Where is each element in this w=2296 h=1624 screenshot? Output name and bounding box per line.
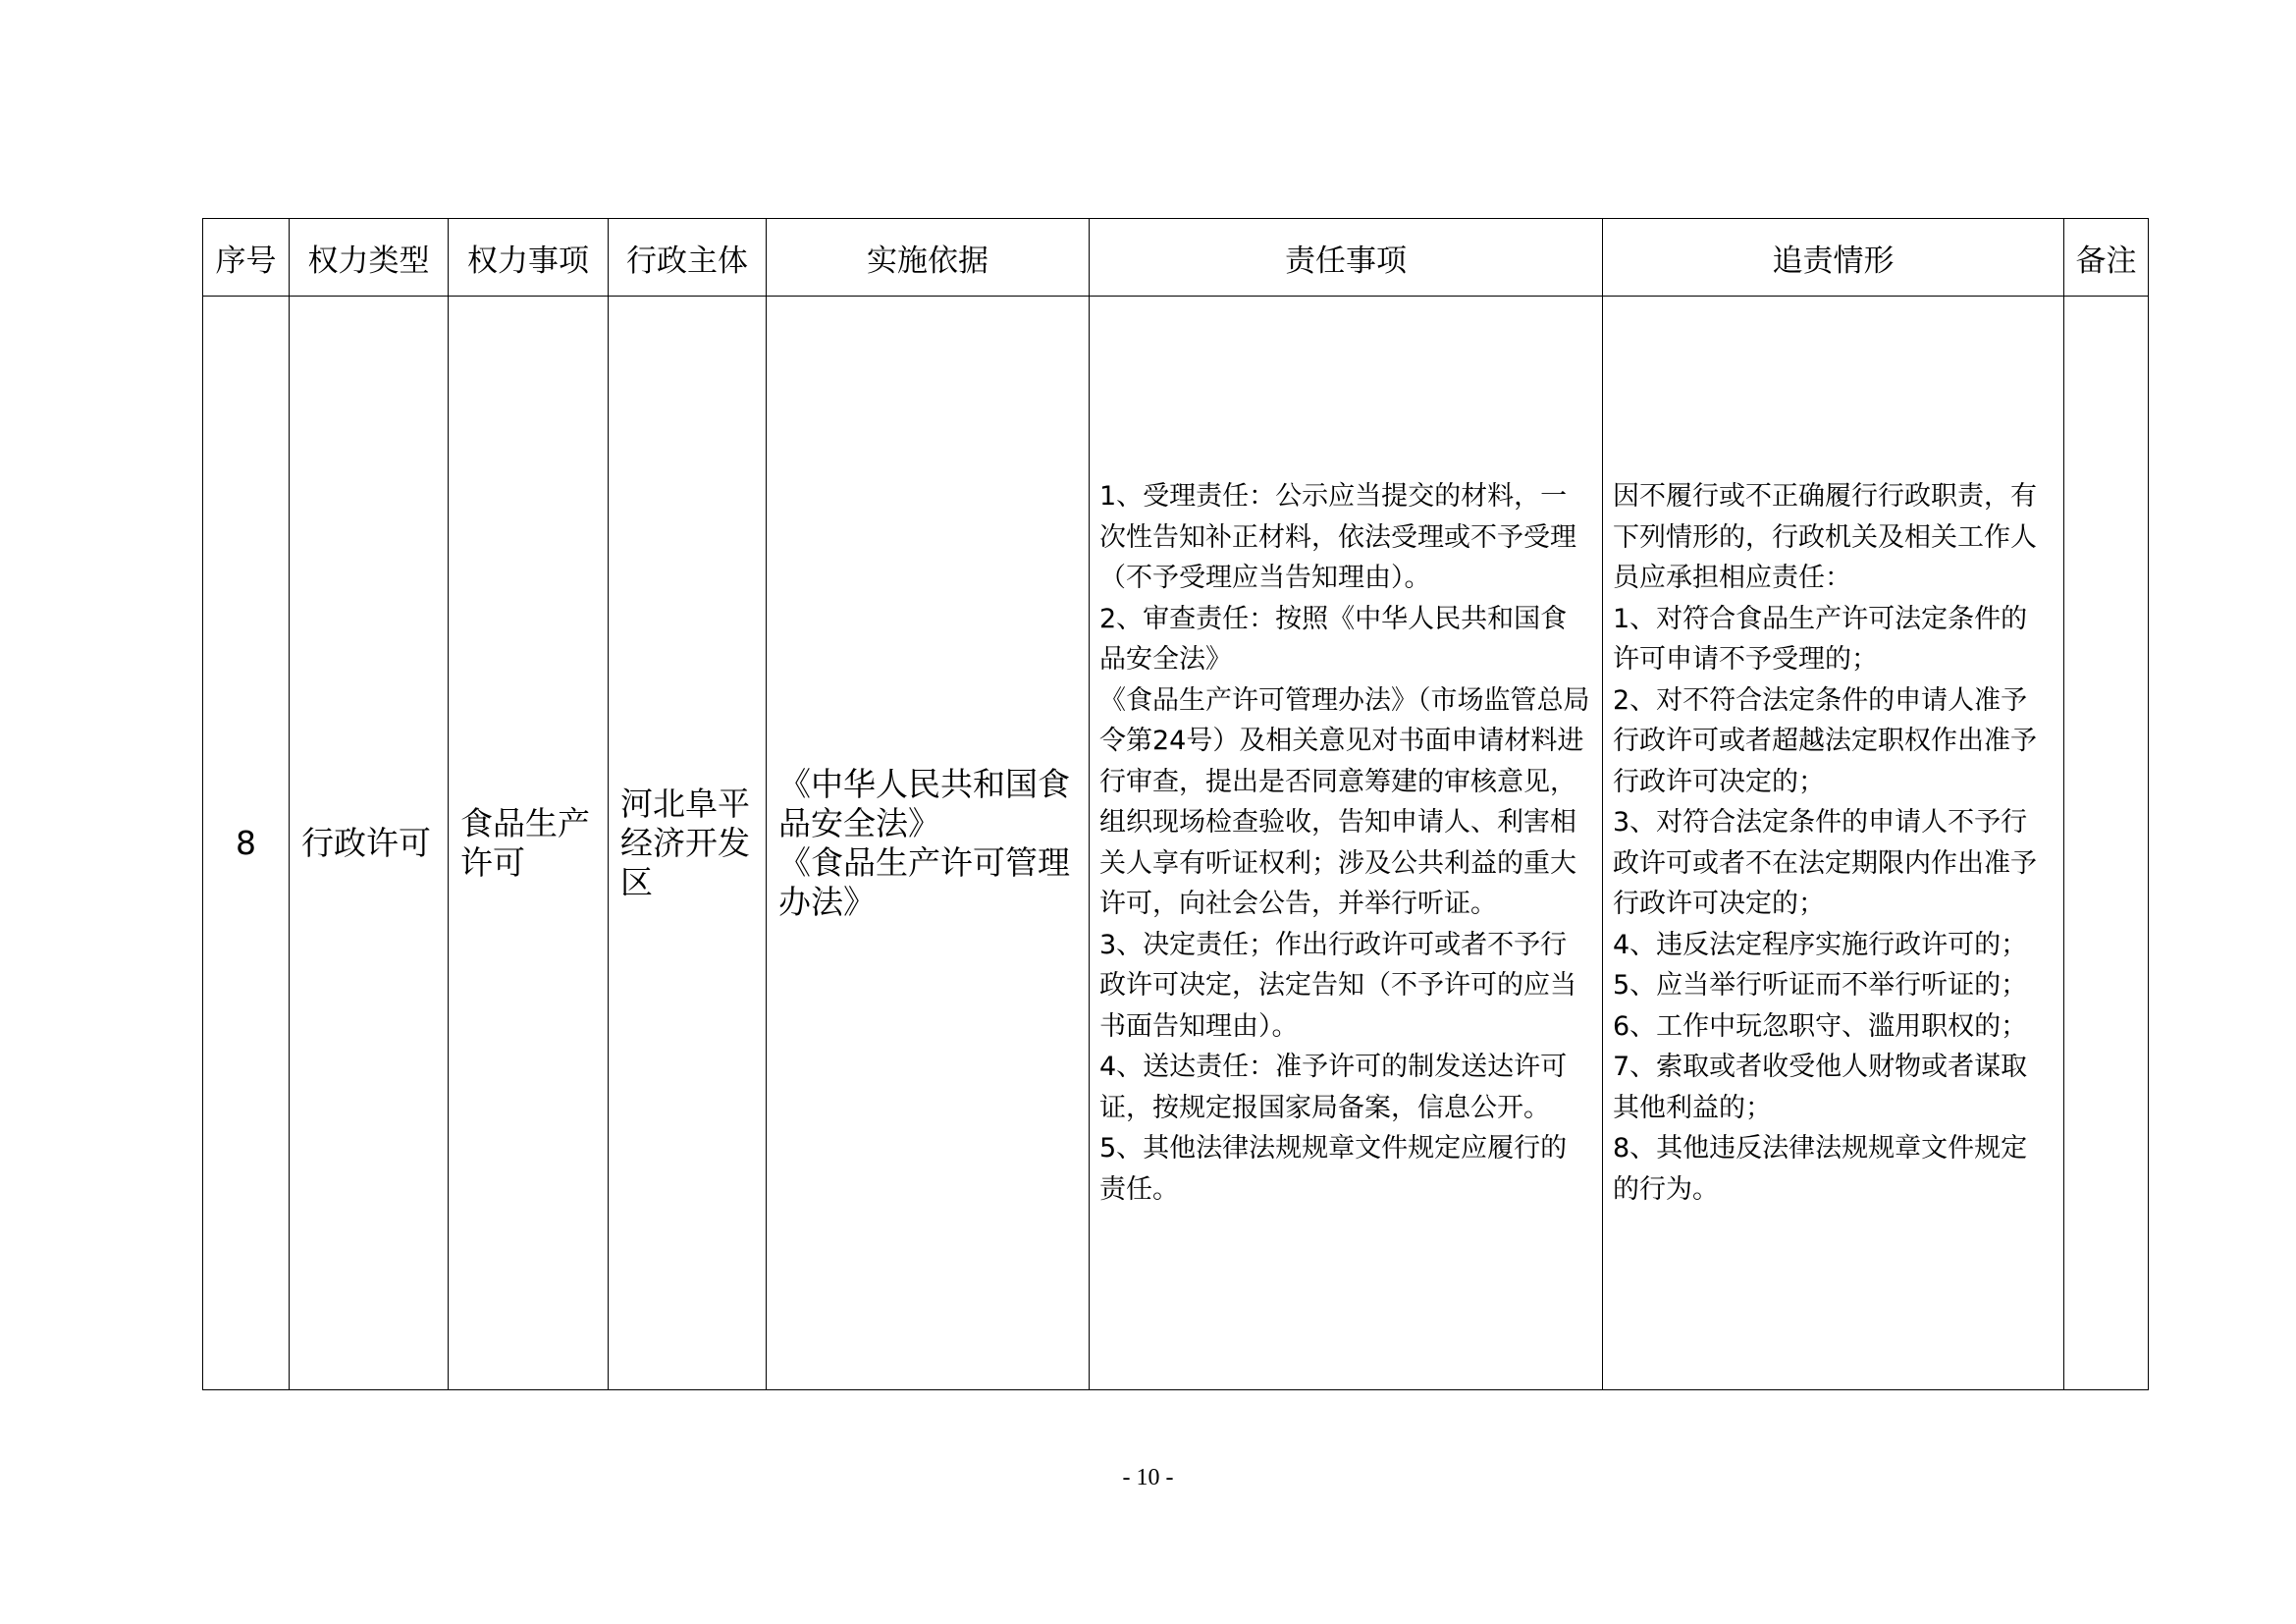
accountability-item: 3、对符合法定条件的申请人不予行政许可或者不在法定期限内作出准予行政许可决定的； [1613, 807, 2037, 919]
responsibility-item: 《食品生产许可管理办法》（市场监管总局令第24号）及相关意见对书面申请材料进行审查，提出是否同意筹建的审核意见，组织现场检查验收，告知申请人、利害相关人享有听证权利；涉及公共利益的重大许可，向社会公告，并举行听证。 [1099, 684, 1590, 919]
table-header-row [203, 219, 2149, 297]
table-row [203, 297, 2149, 1390]
cell-accountability [1603, 297, 2064, 1390]
cell-remarks [2064, 297, 2149, 1390]
accountability-item: 1、对符合食品生产许可法定条件的许可申请不予受理的； [1613, 603, 2028, 675]
responsibility-item: 2、审查责任：按照《中华人民共和国食品安全法》 [1099, 603, 1568, 675]
cell-seq: 8 [203, 297, 290, 1390]
basis-line: 《中华人民共和国食品安全法》 [778, 764, 1070, 842]
cell-power-type: 行政许可 [290, 297, 449, 1390]
header-accountability: 追责情形 [1603, 219, 2064, 297]
accountability-item: 8、其他违反法律法规规章文件规定的行为。 [1613, 1133, 2028, 1205]
responsibility-item: 1、受理责任：公示应当提交的材料，一次性告知补正材料，依法受理或不予受理（不予受理应当告知理由）。 [1099, 481, 1576, 593]
header-power-item: 权力事项 [449, 219, 609, 297]
basis-line: 《食品生产许可管理办法》 [778, 842, 1070, 921]
page-number: - 10 - [1122, 1465, 1174, 1490]
accountability-item: 5、应当举行听证而不举行听证的； [1613, 970, 2028, 1001]
cell-responsibility [1090, 297, 1603, 1390]
accountability-item: 6、工作中玩忽职守、滥用职权的； [1613, 1010, 2028, 1042]
accountability-item: 因不履行或不正确履行行政职责，有下列情形的，行政机关及相关工作人员应承担相应责任： [1613, 481, 2037, 593]
responsibility-item: 5、其他法律法规规章文件规定应履行的责任。 [1099, 1133, 1568, 1205]
header-power-type: 权力类型 [290, 219, 449, 297]
header-responsibility: 责任事项 [1090, 219, 1603, 297]
header-seq: 序号 [203, 219, 290, 297]
power-list-table [202, 218, 2149, 1390]
header-remarks: 备注 [2064, 219, 2149, 297]
responsibility-item: 4、送达责任：准予许可的制发送达许可证，按规定报国家局备案，信息公开。 [1099, 1052, 1568, 1123]
cell-admin-subject: 河北阜平经济开发区 [609, 297, 767, 1390]
accountability-item: 7、索取或者收受他人财物或者谋取其他利益的； [1613, 1052, 2028, 1123]
header-basis: 实施依据 [767, 219, 1090, 297]
accountability-item: 2、对不符合法定条件的申请人准予行政许可或者超越法定职权作出准予行政许可决定的； [1613, 684, 2037, 797]
responsibility-item: 3、决定责任；作出行政许可或者不予行政许可决定，法定告知（不予许可的应当书面告知理由）。 [1099, 929, 1576, 1042]
cell-basis [767, 297, 1090, 1390]
accountability-item: 4、违反法定程序实施行政许可的； [1613, 929, 2028, 960]
cell-power-item: 食品生产许可 [449, 297, 609, 1390]
header-admin-subject: 行政主体 [609, 219, 767, 297]
